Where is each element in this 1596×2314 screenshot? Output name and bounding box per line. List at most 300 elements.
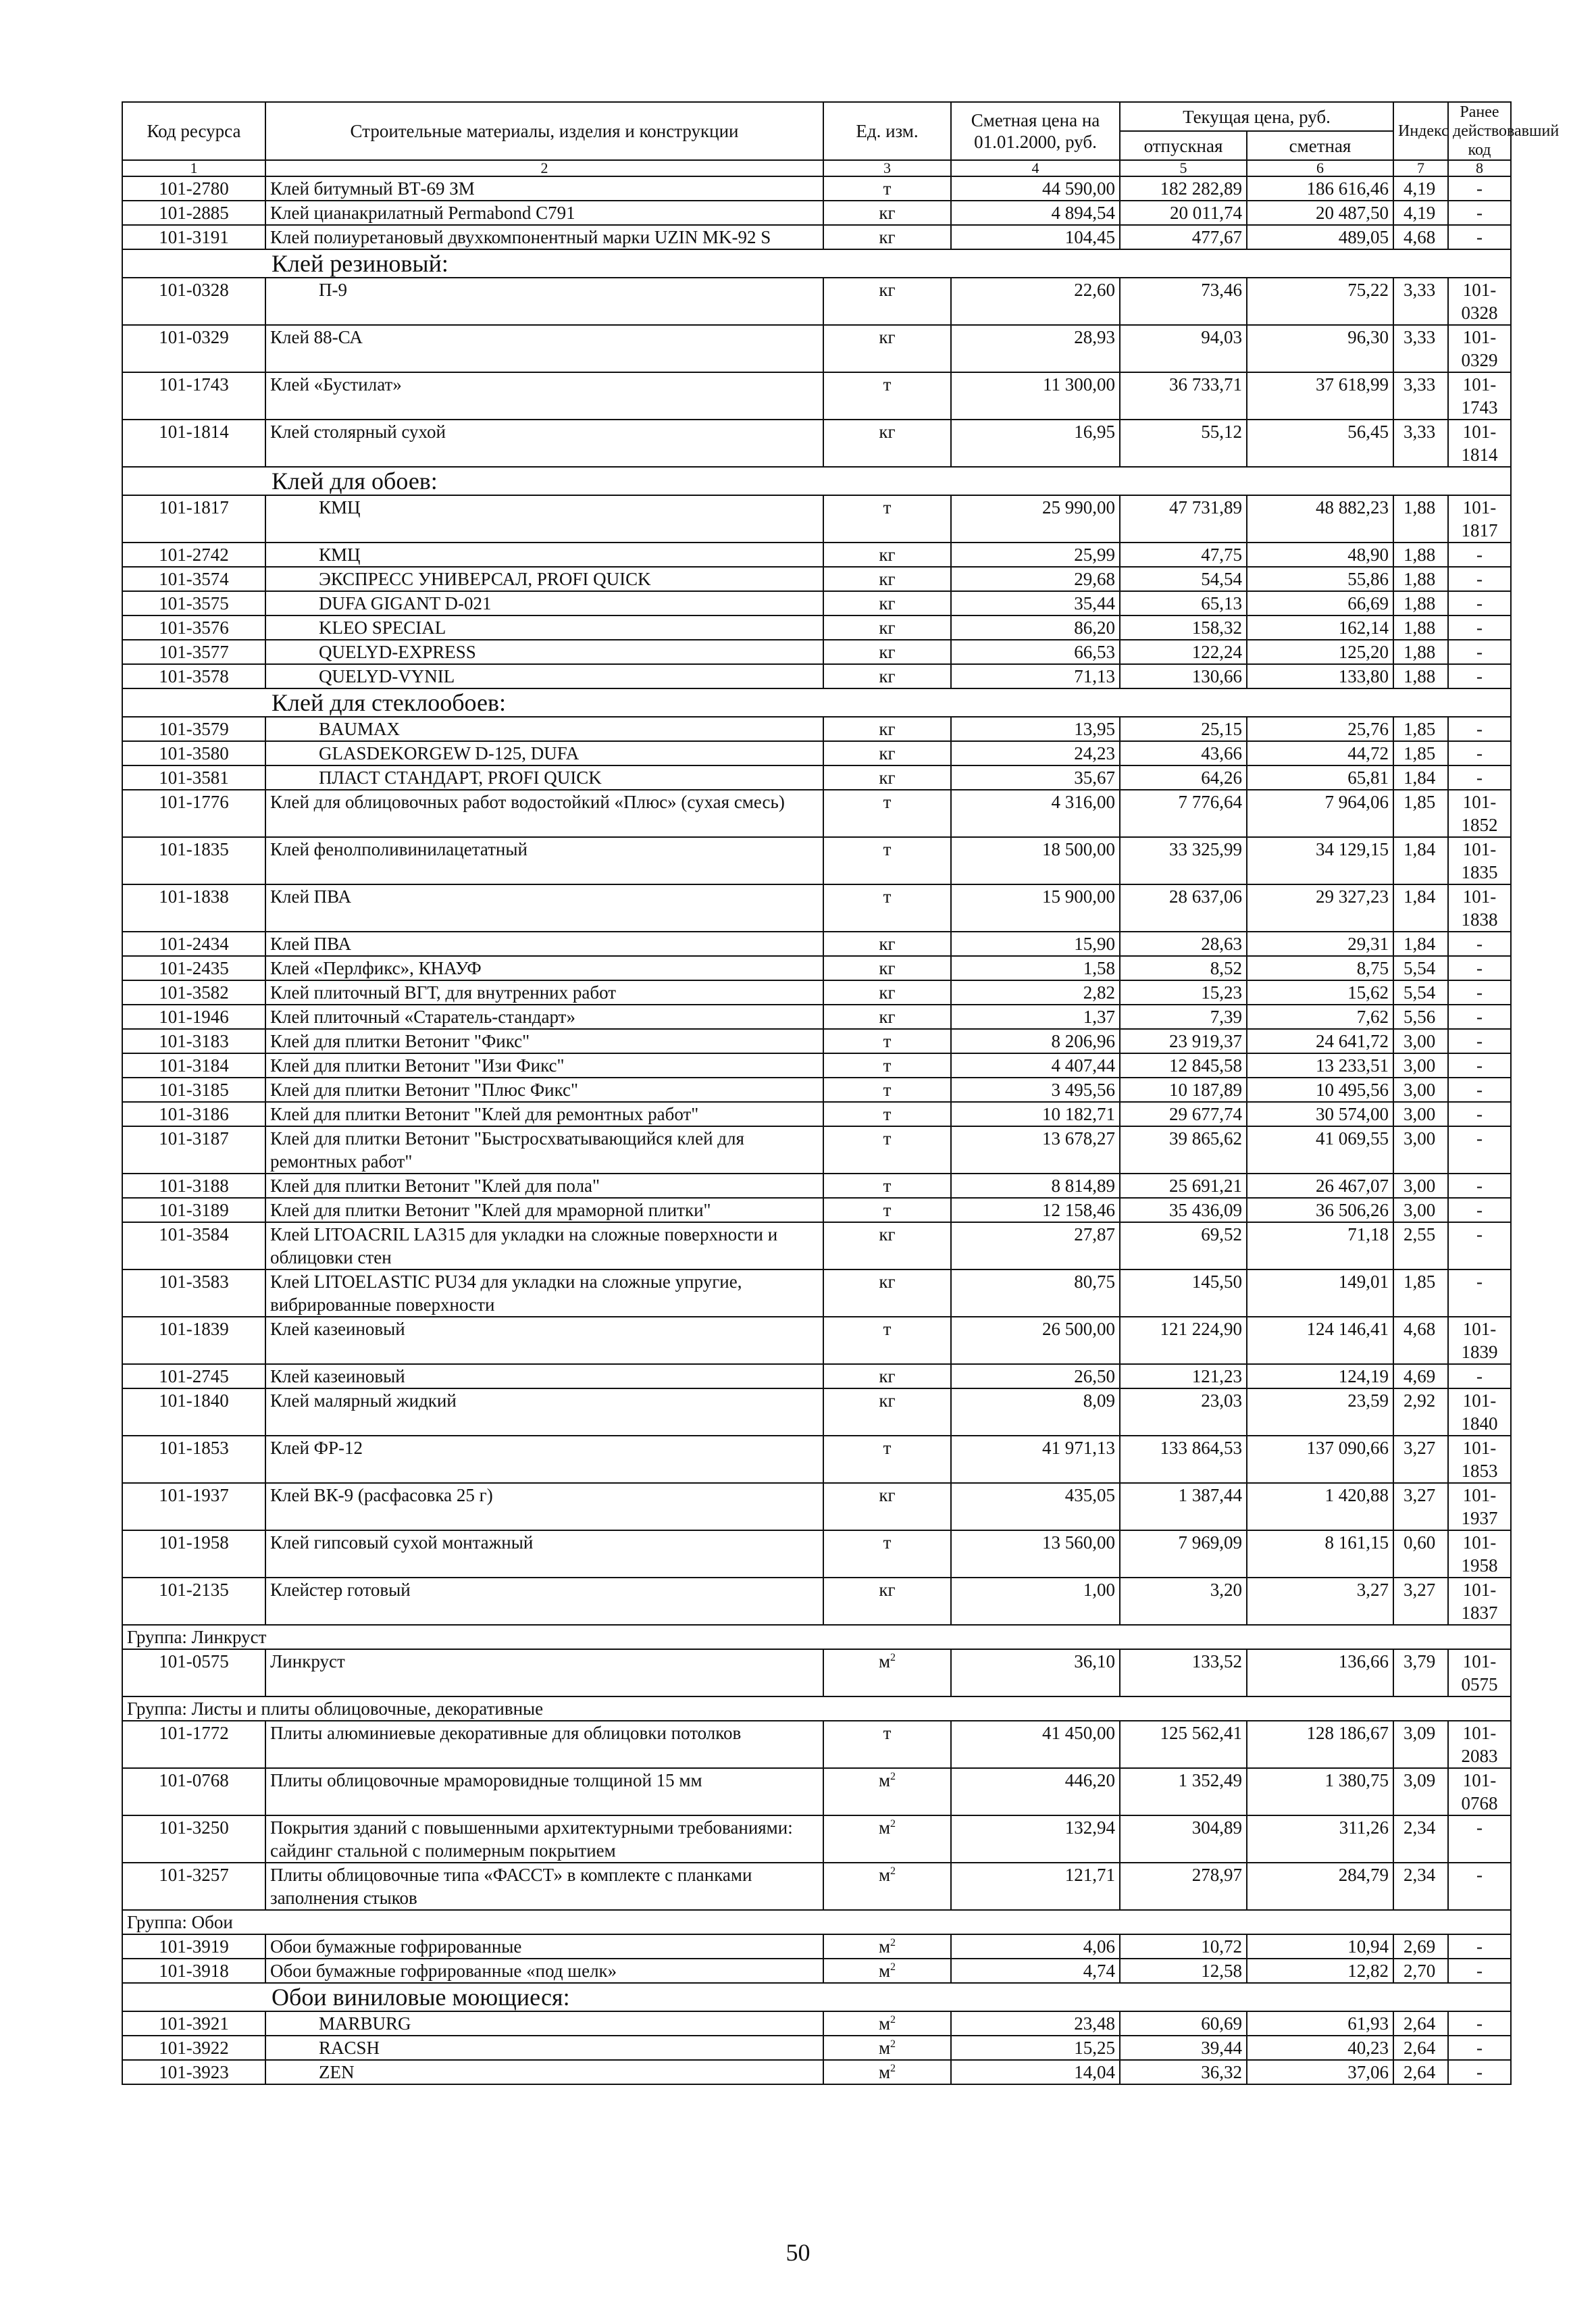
col-number: 7 [1393,160,1448,176]
subgroup-title: Обои виниловые моющиеся: [122,1983,1511,2011]
estimate-price: 34 129,15 [1247,837,1393,884]
table-row [122,1578,1511,1625]
unit [823,176,951,201]
previous-code: - [1448,741,1511,765]
unit [823,201,951,225]
estimate-price: 48,90 [1247,543,1393,567]
unit-text: м [878,1936,891,1957]
price-index: 3,33 [1393,420,1448,467]
material-name: Обои бумажные гофрированные [265,1934,823,1959]
release-price: 304,89 [1120,1815,1247,1863]
unit [823,1102,951,1126]
release-price: 1 387,44 [1120,1483,1247,1530]
resource-code: 101-2742 [122,543,265,567]
unit [823,1364,951,1388]
release-price: 60,69 [1120,2011,1247,2036]
price-index: 5,56 [1393,1005,1448,1029]
resource-code: 101-1776 [122,790,265,837]
base-price: 27,87 [951,1222,1120,1269]
base-price: 15 900,00 [951,884,1120,932]
release-price: 64,26 [1120,765,1247,790]
base-price: 13 678,27 [951,1126,1120,1174]
estimate-price: 29,31 [1247,932,1393,956]
previous-code: - [1448,1174,1511,1198]
page-number: 50 [786,2239,810,2266]
table-row [122,615,1511,640]
unit [823,1222,951,1269]
base-price: 1,37 [951,1005,1120,1029]
table-body [122,176,1511,2084]
release-price: 35 436,09 [1120,1198,1247,1222]
material-name: DUFA GIGANT D-021 [265,591,823,615]
estimate-price: 56,45 [1247,420,1393,467]
material-name: Клей фенолполивинилацетатный [265,837,823,884]
unit [823,1483,951,1530]
estimate-price: 13 233,51 [1247,1053,1393,1078]
table-row [122,980,1511,1005]
unit-text: кг [879,934,896,954]
release-price: 477,67 [1120,225,1247,249]
estimate-price: 149,01 [1247,1269,1393,1317]
unit-text: кг [879,719,896,739]
estimate-price: 36 506,26 [1247,1198,1393,1222]
price-index: 3,27 [1393,1483,1448,1530]
unit-text: кг [879,768,896,788]
price-index: 1,88 [1393,640,1448,664]
price-index: 2,64 [1393,2036,1448,2060]
unit [823,1721,951,1768]
resource-code: 101-3918 [122,1959,265,1983]
material-name: BAUMAX [265,717,823,741]
unit-text: кг [879,982,896,1003]
material-name: Клей «Перлфикс», КНАУФ [265,956,823,980]
unit-text: т [883,1723,892,1743]
price-index: 3,33 [1393,372,1448,420]
material-name: Клей для плитки Ветонит "Быстросхватывающийся клей для ремонтных работ" [265,1126,823,1174]
price-index: 1,88 [1393,664,1448,688]
material-name: Клей для плитки Ветонит "Плюс Фикс" [265,1078,823,1102]
release-price: 25 691,21 [1120,1174,1247,1198]
base-price: 10 182,71 [951,1102,1120,1126]
base-price: 14,04 [951,2060,1120,2084]
material-name: Клей гипсовый сухой монтажный [265,1530,823,1578]
header-release: отпускная [1120,131,1247,160]
unit [823,1815,951,1863]
price-index: 1,85 [1393,790,1448,837]
release-price: 28 637,06 [1120,884,1247,932]
unit [823,932,951,956]
material-name: MARBURG [265,2011,823,2036]
previous-code: 101-1838 [1448,884,1511,932]
estimate-price: 1 420,88 [1247,1483,1393,1530]
previous-code: 101-0575 [1448,1649,1511,1696]
table-row [122,1053,1511,1078]
table-row [122,741,1511,765]
unit-text: т [883,1104,892,1124]
material-name: Клей малярный жидкий [265,1388,823,1436]
unit [823,884,951,932]
estimate-price: 44,72 [1247,741,1393,765]
unit [823,325,951,372]
resource-code: 101-3579 [122,717,265,741]
unit-text: кг [879,1580,896,1600]
base-price: 15,25 [951,2036,1120,2060]
previous-code: - [1448,567,1511,591]
group-title: Группа: Обои [122,1910,1511,1934]
price-index: 2,64 [1393,2011,1448,2036]
price-index: 3,09 [1393,1721,1448,1768]
resource-code: 101-2435 [122,956,265,980]
estimate-price: 48 882,23 [1247,495,1393,543]
previous-code: - [1448,1863,1511,1910]
table-row [122,1649,1511,1696]
estimate-price: 75,22 [1247,278,1393,325]
base-price: 26 500,00 [951,1317,1120,1364]
resource-code: 101-3578 [122,664,265,688]
price-index: 3,00 [1393,1078,1448,1102]
resource-code: 101-1835 [122,837,265,884]
unit-text: т [883,792,892,812]
material-name: KLEO SPECIAL [265,615,823,640]
price-index: 1,88 [1393,567,1448,591]
estimate-price: 37,06 [1247,2060,1393,2084]
base-price: 24,23 [951,741,1120,765]
previous-code: 101-1814 [1448,420,1511,467]
estimate-price: 125,20 [1247,640,1393,664]
estimate-price: 29 327,23 [1247,884,1393,932]
material-name: Клей плиточный «Старатель-стандарт» [265,1005,823,1029]
subgroup-title: Клей для стеклообоев: [122,688,1511,717]
col-number: 6 [1247,160,1393,176]
previous-code: 101-1840 [1448,1388,1511,1436]
unit-text: кг [879,593,896,613]
table-row [122,1269,1511,1317]
table-row [122,591,1511,615]
base-price: 3 495,56 [951,1078,1120,1102]
release-price: 23 919,37 [1120,1029,1247,1053]
base-price: 16,95 [951,420,1120,467]
base-price: 4,74 [951,1959,1120,1983]
unit-text: м [878,2062,891,2082]
unit-text: кг [879,203,896,223]
price-index: 1,85 [1393,741,1448,765]
unit-text: м [878,1961,891,1981]
previous-code: 101-1958 [1448,1530,1511,1578]
release-price: 15,23 [1120,980,1247,1005]
material-name: QUELYD-VYNIL [265,664,823,688]
col-number: 5 [1120,160,1247,176]
unit-exponent: 2 [890,1865,896,1877]
unit [823,1126,951,1174]
price-index: 2,64 [1393,2060,1448,2084]
release-price: 121 224,90 [1120,1317,1247,1364]
table-row [122,495,1511,543]
estimate-price: 20 487,50 [1247,201,1393,225]
resource-code: 101-1839 [122,1317,265,1364]
estimate-price: 124,19 [1247,1364,1393,1388]
unit [823,278,951,325]
table-row [122,1934,1511,1959]
material-name: Клей для облицовочных работ водостойкий «Плюс» (сухая смесь) [265,790,823,837]
table-row [122,543,1511,567]
estimate-price: 30 574,00 [1247,1102,1393,1126]
material-name: ЭКСПРЕСС УНИВЕРСАЛ, PROFI QUICK [265,567,823,591]
col-number: 4 [951,160,1120,176]
material-name: Плиты облицовочные мраморовидные толщиной 15 мм [265,1768,823,1815]
table-row [122,765,1511,790]
table-row [122,2060,1511,2084]
release-price: 25,15 [1120,717,1247,741]
group-row [122,1696,1511,1721]
price-index: 3,33 [1393,278,1448,325]
unit-text: т [883,1176,892,1196]
base-price: 80,75 [951,1269,1120,1317]
release-price: 39 865,62 [1120,1126,1247,1174]
resource-code: 101-3257 [122,1863,265,1910]
price-index: 1,88 [1393,495,1448,543]
table-row [122,201,1511,225]
price-index: 3,27 [1393,1578,1448,1625]
release-price: 3,20 [1120,1578,1247,1625]
unit [823,1053,951,1078]
header-current-price: Текущая цена, руб. [1120,102,1393,131]
resource-code: 101-3921 [122,2011,265,2036]
price-index: 3,09 [1393,1768,1448,1815]
table-row [122,2011,1511,2036]
unit-exponent: 2 [890,1771,896,1782]
estimate-price: 41 069,55 [1247,1126,1393,1174]
base-price: 4 407,44 [951,1053,1120,1078]
price-index: 2,34 [1393,1863,1448,1910]
material-name: Клей плиточный ВГТ, для внутренних работ [265,980,823,1005]
header-estimate: сметная [1247,131,1393,160]
unit [823,956,951,980]
unit-text: м [878,1865,891,1885]
resource-code: 101-3919 [122,1934,265,1959]
price-index: 5,54 [1393,980,1448,1005]
release-price: 10 187,89 [1120,1078,1247,1102]
price-index: 3,00 [1393,1174,1448,1198]
table-row [122,176,1511,201]
table-row [122,717,1511,741]
price-index: 3,79 [1393,1649,1448,1696]
previous-code: - [1448,2060,1511,2084]
price-index: 2,34 [1393,1815,1448,1863]
base-price: 435,05 [951,1483,1120,1530]
base-price: 35,67 [951,765,1120,790]
unit [823,1005,951,1029]
base-price: 25,99 [951,543,1120,567]
base-price: 25 990,00 [951,495,1120,543]
material-name: Клей для плитки Ветонит "Фикс" [265,1029,823,1053]
previous-code: 101-1743 [1448,372,1511,420]
material-name: КМЦ [265,543,823,567]
base-price: 41 450,00 [951,1721,1120,1768]
previous-code: - [1448,1269,1511,1317]
base-price: 12 158,46 [951,1198,1120,1222]
table-row [122,567,1511,591]
estimate-price: 23,59 [1247,1388,1393,1436]
base-price: 4 316,00 [951,790,1120,837]
resource-code: 101-1946 [122,1005,265,1029]
unit-text: т [883,178,892,199]
previous-code: - [1448,1078,1511,1102]
unit [823,2011,951,2036]
table-row [122,1388,1511,1436]
estimate-price: 284,79 [1247,1863,1393,1910]
material-name: Клей столярный сухой [265,420,823,467]
unit [823,1174,951,1198]
base-price: 1,58 [951,956,1120,980]
base-price: 15,90 [951,932,1120,956]
estimate-price: 65,81 [1247,765,1393,790]
previous-code: 101-0328 [1448,278,1511,325]
unit [823,1388,951,1436]
release-price: 122,24 [1120,640,1247,664]
unit-text: кг [879,227,896,247]
base-price: 8 814,89 [951,1174,1120,1198]
unit [823,495,951,543]
unit-text: м [878,1770,891,1790]
subgroup-title: Клей резиновый: [122,249,1511,278]
header-base-price: Сметная цена на 01.01.2000, руб. [951,102,1120,160]
header-index: Индекс [1393,102,1448,160]
table-row [122,278,1511,325]
unit-text: т [883,1031,892,1051]
price-index: 1,85 [1393,1269,1448,1317]
previous-code: 101-2083 [1448,1721,1511,1768]
price-table [122,101,1560,2085]
table-row [122,1815,1511,1863]
material-name: Клей ПВА [265,884,823,932]
price-index: 3,00 [1393,1198,1448,1222]
material-name: Линкруст [265,1649,823,1696]
base-price: 18 500,00 [951,837,1120,884]
header-code: Код ресурса [122,102,265,160]
unit [823,615,951,640]
unit [823,1934,951,1959]
release-price: 1 352,49 [1120,1768,1247,1815]
price-index: 3,00 [1393,1102,1448,1126]
unit [823,1863,951,1910]
previous-code: 101-1817 [1448,495,1511,543]
base-price: 71,13 [951,664,1120,688]
price-index: 2,55 [1393,1222,1448,1269]
price-index: 1,85 [1393,717,1448,741]
group-row [122,1625,1511,1649]
col-number: 8 [1448,160,1511,176]
estimate-price: 136,66 [1247,1649,1393,1696]
base-price: 41 971,13 [951,1436,1120,1483]
unit-text: т [883,886,892,907]
table-row [122,225,1511,249]
estimate-price: 25,76 [1247,717,1393,741]
estimate-price: 24 641,72 [1247,1029,1393,1053]
material-name: GLASDEKORGEW D-125, DUFA [265,741,823,765]
previous-code: - [1448,1126,1511,1174]
resource-code: 101-3576 [122,615,265,640]
material-name: Клей для плитки Ветонит "Клей для мраморной плитки" [265,1198,823,1222]
release-price: 8,52 [1120,956,1247,980]
release-price: 36,32 [1120,2060,1247,2084]
table-row [122,640,1511,664]
previous-code: 101-1853 [1448,1436,1511,1483]
material-name: ZEN [265,2060,823,2084]
base-price: 23,48 [951,2011,1120,2036]
resource-code: 101-3922 [122,2036,265,2060]
group-title: Группа: Линкруст [122,1625,1511,1649]
base-price: 86,20 [951,615,1120,640]
table-row [122,1959,1511,1983]
unit [823,1768,951,1815]
material-name: RACSH [265,2036,823,2060]
unit [823,1269,951,1317]
release-price: 10,72 [1120,1934,1247,1959]
resource-code: 101-3583 [122,1269,265,1317]
unit [823,837,951,884]
resource-code: 101-3581 [122,765,265,790]
previous-code: - [1448,640,1511,664]
unit [823,2060,951,2084]
table-row [122,1317,1511,1364]
resource-code: 101-3185 [122,1078,265,1102]
price-index: 3,33 [1393,325,1448,372]
release-price: 39,44 [1120,2036,1247,2060]
unit-text: кг [879,1366,896,1386]
unit-text: т [883,839,892,859]
release-price: 121,23 [1120,1364,1247,1388]
estimate-price: 37 618,99 [1247,372,1393,420]
previous-code: - [1448,932,1511,956]
estimate-price: 1 380,75 [1247,1768,1393,1815]
unit [823,640,951,664]
resource-code: 101-3183 [122,1029,265,1053]
price-index: 4,19 [1393,201,1448,225]
resource-code: 101-1840 [122,1388,265,1436]
price-index: 1,88 [1393,591,1448,615]
previous-code: 101-0329 [1448,325,1511,372]
base-price: 66,53 [951,640,1120,664]
unit-text: м [878,2013,891,2034]
price-index: 1,88 [1393,543,1448,567]
resource-code: 101-0575 [122,1649,265,1696]
subgroup-row [122,467,1511,495]
estimate-price: 311,26 [1247,1815,1393,1863]
release-price: 12,58 [1120,1959,1247,1983]
estimate-price: 8 161,15 [1247,1530,1393,1578]
previous-code: - [1448,1364,1511,1388]
resource-code: 101-0329 [122,325,265,372]
previous-code: 101-1937 [1448,1483,1511,1530]
table-row [122,1721,1511,1768]
unit [823,1959,951,1983]
release-price: 94,03 [1120,325,1247,372]
resource-code: 101-1958 [122,1530,265,1578]
base-price: 29,68 [951,567,1120,591]
header-prev-code: Ранее действовавший код [1448,102,1511,160]
price-index: 1,84 [1393,837,1448,884]
table-row [122,1029,1511,1053]
previous-code: - [1448,2011,1511,2036]
release-price: 29 677,74 [1120,1102,1247,1126]
release-price: 133 864,53 [1120,1436,1247,1483]
table-row [122,956,1511,980]
material-name: Клейстер готовый [265,1578,823,1625]
previous-code: 101-1837 [1448,1578,1511,1625]
release-price: 145,50 [1120,1269,1247,1317]
price-index: 4,68 [1393,225,1448,249]
resource-code: 101-2135 [122,1578,265,1625]
